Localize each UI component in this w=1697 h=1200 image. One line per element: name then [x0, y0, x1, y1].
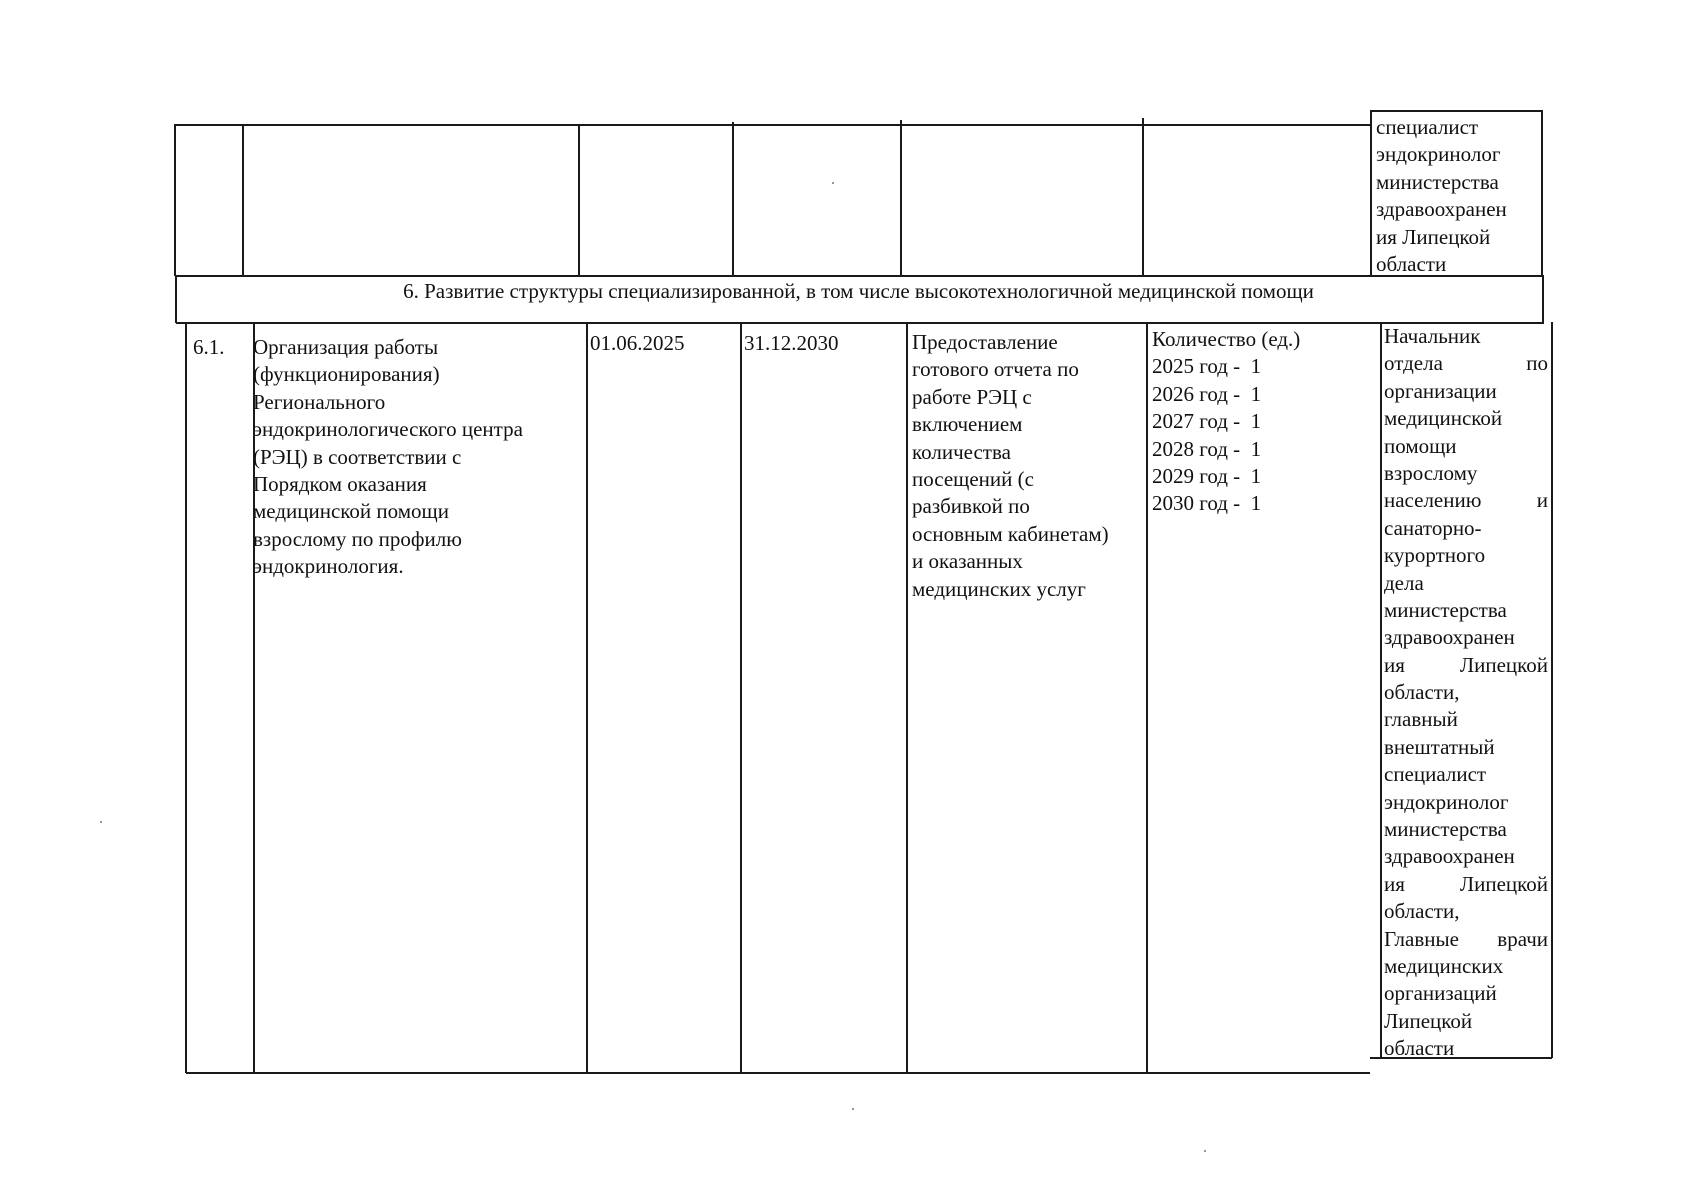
responsible-word: организации	[1384, 378, 1497, 403]
responsible-word: ия	[1384, 871, 1405, 896]
year-value: 1	[1250, 491, 1262, 516]
responsible-word: Липецкой	[1459, 652, 1548, 677]
result-line: разбивкой по	[912, 494, 1030, 519]
responsible-word: по	[1526, 351, 1548, 376]
result-line: основным кабинетам)	[912, 521, 1109, 546]
year-value: 1	[1250, 436, 1262, 461]
responsible-line	[1384, 652, 1548, 679]
year-value: 1	[1250, 463, 1262, 488]
column-border	[740, 322, 742, 1073]
section-title: 6. Развитие структуры специализированной, в том числе высокотехнологичной медицинской помощи	[403, 279, 1314, 303]
responsible-line	[1384, 734, 1548, 761]
responsible-cell	[1384, 323, 1548, 1063]
responsible-line	[1384, 515, 1548, 542]
column-border	[1380, 322, 1382, 1058]
responsible-word: области,	[1384, 899, 1460, 924]
responsible-word: министерства	[1384, 817, 1507, 842]
responsible-line	[1384, 898, 1548, 925]
responsible-line	[1384, 460, 1548, 487]
responsible-line: здравоохранен	[1376, 197, 1507, 222]
responsible-line	[1384, 378, 1548, 405]
responsible-word: Главные	[1384, 926, 1459, 951]
table-bottom-border	[186, 1072, 1370, 1074]
event-line: эндокринология.	[253, 554, 404, 579]
responsible-line	[1384, 926, 1548, 953]
responsible-word: курортного	[1384, 543, 1486, 568]
column-border	[906, 322, 908, 1073]
column-border	[1541, 110, 1543, 276]
section-border-right	[1542, 275, 1544, 323]
responsible-word: здравоохранен	[1384, 844, 1515, 869]
result-line: Предоставление	[912, 330, 1058, 354]
responsible-line	[1384, 816, 1548, 843]
year-label: 2030 год -	[1152, 491, 1241, 516]
result-line: медицинских услуг	[912, 576, 1086, 601]
responsible-word: помощи	[1384, 433, 1457, 458]
top-responsible-cell	[1376, 114, 1538, 278]
indicator-year-row	[1152, 408, 1376, 435]
responsible-word: организаций	[1384, 981, 1497, 1006]
indicator-year-row	[1152, 463, 1376, 490]
responsible-line	[1384, 1008, 1548, 1035]
year-value: 1	[1250, 381, 1262, 406]
table-top-border	[174, 124, 1370, 126]
row-number: 6.1.	[193, 335, 225, 359]
responsible-word: Липецкой	[1459, 871, 1548, 896]
year-label: 2027 год -	[1152, 409, 1241, 434]
responsible-line: министерства	[1376, 169, 1499, 194]
event-line: медицинской помощи	[253, 499, 449, 524]
event-line: Порядком оказания	[253, 471, 427, 496]
scan-speck	[852, 1108, 854, 1110]
event-line: (РЭЦ) в соответствии с	[253, 444, 462, 469]
responsible-line	[1384, 1035, 1548, 1062]
responsible-word: специалист	[1384, 762, 1487, 787]
column-border	[1142, 118, 1144, 276]
responsible-line	[1384, 487, 1548, 514]
responsible-word: дела	[1384, 570, 1424, 595]
responsible-line	[1384, 323, 1548, 350]
responsible-line	[1384, 980, 1548, 1007]
end-date: 31.12.2030	[744, 331, 839, 355]
result-line: готового отчета по	[912, 357, 1079, 382]
responsible-word: отдела	[1384, 351, 1443, 376]
result-line: посещений (с	[912, 466, 1034, 491]
column-border	[242, 124, 244, 276]
scan-speck	[832, 182, 834, 184]
responsible-line	[1384, 570, 1548, 597]
responsible-line: эндокринолог	[1376, 142, 1501, 167]
result-line: количества	[912, 439, 1011, 464]
year-label: 2028 год -	[1152, 436, 1241, 461]
responsible-word: Начальник	[1384, 324, 1481, 348]
column-border	[174, 124, 176, 276]
responsible-word: внештатный	[1384, 734, 1495, 759]
responsible-line	[1384, 433, 1548, 460]
result-line: работе РЭЦ с	[912, 384, 1032, 409]
responsible-line	[1384, 761, 1548, 788]
event-description-cell	[253, 334, 583, 581]
responsible-line: специалист	[1376, 115, 1479, 139]
responsible-word: здравоохранен	[1384, 625, 1515, 650]
responsible-line	[1384, 624, 1548, 651]
responsible-line	[1384, 706, 1548, 733]
event-line: (функционирования)	[253, 362, 440, 387]
responsible-line	[1384, 871, 1548, 898]
responsible-line	[1384, 843, 1548, 870]
responsible-line	[1384, 597, 1548, 624]
responsible-line	[1384, 679, 1548, 706]
indicator-year-row	[1152, 381, 1376, 408]
indicator-year-row	[1152, 436, 1376, 463]
responsible-word: области,	[1384, 680, 1460, 705]
row-divider	[175, 275, 1543, 277]
year-label: 2025 год -	[1152, 354, 1241, 379]
responsible-line	[1384, 953, 1548, 980]
column-border	[732, 122, 734, 276]
responsible-word: ия	[1384, 652, 1405, 677]
responsible-word: министерства	[1384, 597, 1507, 622]
responsible-word: и	[1536, 488, 1548, 513]
indicator-year-row	[1152, 353, 1376, 380]
responsible-word: эндокринолог	[1384, 789, 1509, 814]
scan-speck	[100, 821, 102, 823]
responsible-line	[1384, 789, 1548, 816]
responsible-line	[1384, 542, 1548, 569]
event-line: Организация работы	[253, 335, 439, 359]
column-border	[1146, 322, 1148, 1072]
responsible-word: области	[1384, 1036, 1455, 1061]
responsible-line	[1384, 350, 1548, 377]
table-top-border-right	[1370, 110, 1542, 112]
responsible-word: врачи	[1497, 926, 1548, 951]
section-divider	[176, 322, 1544, 324]
column-border	[586, 322, 588, 1073]
column-border	[900, 120, 902, 276]
responsible-line: области	[1376, 251, 1447, 276]
event-line: Регионального	[253, 389, 386, 414]
responsible-line	[1384, 405, 1548, 432]
start-date: 01.06.2025	[590, 331, 685, 355]
year-value: 1	[1250, 409, 1262, 434]
indicator-header: Количество (ед.)	[1152, 327, 1301, 351]
year-value: 1	[1250, 354, 1262, 379]
responsible-word: санаторно-	[1384, 515, 1482, 540]
result-line: включением	[912, 412, 1023, 437]
responsible-word: главный	[1384, 707, 1458, 732]
indicator-year-row	[1152, 490, 1376, 517]
responsible-word: медицинских	[1384, 953, 1504, 978]
indicator-cell	[1152, 326, 1376, 518]
column-border	[578, 124, 580, 276]
year-label: 2029 год -	[1152, 463, 1241, 488]
event-line: эндокринологического центра	[253, 417, 523, 442]
year-label: 2026 год -	[1152, 381, 1241, 406]
responsible-word: населению	[1384, 488, 1482, 513]
scan-speck	[1204, 1150, 1206, 1152]
column-border	[185, 322, 187, 1073]
result-line: и оказанных	[912, 549, 1023, 574]
responsible-word: Липецкой	[1384, 1008, 1473, 1033]
responsible-line: ия Липецкой	[1376, 224, 1491, 249]
event-line: взрослому по профилю	[253, 526, 462, 551]
result-cell	[912, 329, 1144, 603]
column-border	[1370, 110, 1372, 276]
column-border	[1551, 322, 1553, 1058]
responsible-word: взрослому	[1384, 460, 1478, 485]
responsible-word: медицинской	[1384, 406, 1503, 431]
